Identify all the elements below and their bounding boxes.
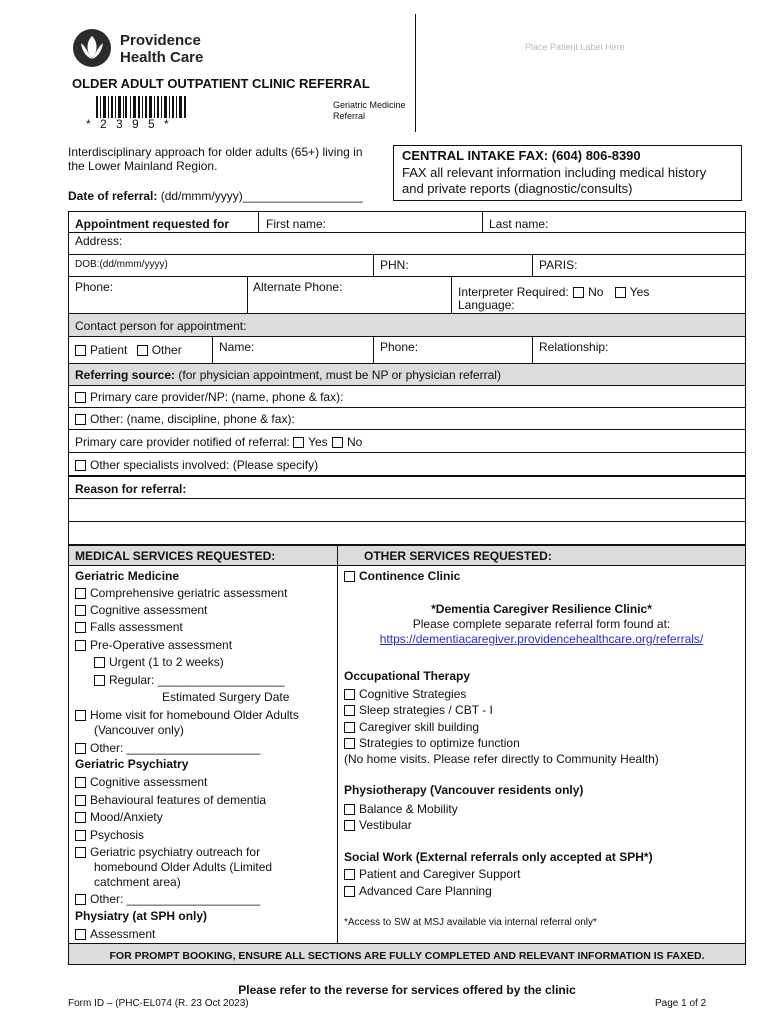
primary-care-label: Primary care provider/NP: (name, phone & fax): [90,390,344,404]
ot-caregiver-label: Caregiver skill building [359,720,480,734]
psych-cognitive-label: Cognitive assessment [90,775,208,789]
home-visit-option [75,708,299,722]
other1-option [75,741,260,755]
home-visit-label-line2: (Vancouver only) [94,723,184,737]
cognitive-checkbox[interactable] [75,605,86,616]
referral-type-line2: Referral [333,111,366,121]
preop-checkbox[interactable] [75,640,86,651]
provider-notified-label: Primary care provider notified of referral: [75,435,290,449]
mood-checkbox[interactable] [75,812,86,823]
physiatry-assessment-option [75,927,155,941]
medical-services-header: MEDICAL SERVICES REQUESTED: [75,549,276,563]
last-name-field[interactable]: Last name: [489,217,549,231]
footer-notice: FOR PROMPT BOOKING, ENSURE ALL SECTIONS ARE FULLY COMPLETED AND RELEVANT INFORMATION IS FAXED. [109,950,705,962]
ot-caregiver-option [344,720,479,734]
referring-source-header [75,368,501,382]
mood-option [75,810,163,824]
contact-name-field[interactable]: Name: [219,340,255,354]
other-specialists-checkbox[interactable] [75,460,86,471]
cognitive-label: Cognitive assessment [90,603,208,617]
contact-patient-option [75,343,182,357]
fax-line1: FAX all relevant information including medical history [402,165,707,180]
ot-cognitive-label: Cognitive Strategies [359,687,467,701]
other-specialists-option [75,458,318,472]
ot-cognitive-option [344,687,466,701]
contact-other-checkbox[interactable] [137,345,148,356]
date-of-referral-field[interactable] [68,189,363,203]
other2-label: Other: ____________________ [90,892,261,906]
continence-label: Continence Clinic [359,569,461,583]
provider-notified [75,435,362,449]
referral-type-line1: Geriatric Medicine [333,100,406,110]
home-visit-label: Home visit for homebound Older Adults [90,708,299,722]
date-format-hint: (dd/mmm/yyyy)__________________ [157,189,363,203]
physiatry-title: Physiatry (at SPH only) [75,909,208,923]
sw-support-checkbox[interactable] [344,869,355,880]
outreach-label-line3: catchment area) [94,875,181,889]
other2-option [75,892,260,906]
sw-planning-label: Advanced Care Planning [359,884,492,898]
contact-relationship-field[interactable]: Relationship: [539,340,609,354]
physiatry-assessment-label: Assessment [90,927,156,941]
paris-field[interactable]: PARIS: [539,258,578,272]
comprehensive-checkbox[interactable] [75,588,86,599]
regular-checkbox[interactable] [94,675,105,686]
ot-sleep-label: Sleep strategies / CBT - I [359,703,493,717]
contact-other-label: Other [151,343,182,357]
ot-sleep-option [344,703,493,717]
ot-function-label: Strategies to optimize function [359,736,520,750]
other-referrer-option [75,412,295,426]
address-field[interactable]: Address: [75,234,123,248]
referring-source-note: (for physician appointment, must be NP or physician referral) [175,368,501,382]
preop-option [75,638,232,652]
ot-cognitive-checkbox[interactable] [344,689,355,700]
urgent-checkbox[interactable] [94,657,105,668]
physio-title: Physiotherapy (Vancouver residents only) [344,783,584,797]
psych-cognitive-option [75,775,207,789]
physio-vestibular-label: Vestibular [359,818,412,832]
psychosis-option [75,828,144,842]
interpreter-no-label: No [588,285,604,299]
notified-no-label: No [347,435,363,449]
interpreter-yes-label: Yes [629,285,650,299]
org-name-line2: Health Care [120,49,204,66]
contact-phone-field[interactable]: Phone: [380,340,419,354]
intro-line1: Interdisciplinary approach for older adults (65+) living in [68,145,363,159]
referring-source-label: Referring source: [75,368,176,382]
header-divider [415,14,416,132]
other-specialists-label: Other specialists involved: (Please specify) [90,458,319,472]
contact-patient-checkbox[interactable] [75,345,86,356]
dementia-clinic-note: Please complete separate referral form found at: [412,617,671,631]
reason-line-1[interactable] [69,499,745,520]
contact-header: Contact person for appointment: [75,319,247,333]
primary-care-option [75,390,343,404]
appointment-requested-label: Appointment requested for [75,217,230,231]
barcode-number: * 2 3 9 5 * [86,117,172,131]
interpreter-label: Interpreter Required: [458,285,569,299]
sw-support-option [344,867,520,881]
ot-sleep-checkbox[interactable] [344,705,355,716]
physiatry-assessment-checkbox[interactable] [75,929,86,940]
psychosis-checkbox[interactable] [75,830,86,841]
outreach-label: Geriatric psychiatry outreach for [90,845,261,859]
physio-balance-checkbox[interactable] [344,804,355,815]
date-of-referral-label: Date of referral: [68,189,158,203]
falls-checkbox[interactable] [75,622,86,633]
social-work-title: Social Work (External referrals only accepted at SPH*) [344,850,653,864]
form-id: Form ID – (PHC-EL074 (R. 23 Oct 2023) [68,998,249,1009]
primary-care-checkbox[interactable] [75,392,86,403]
other2-checkbox[interactable] [75,894,86,905]
behavioural-label: Behavioural features of dementia [90,793,267,807]
language-field[interactable]: Language: [458,298,515,312]
physio-balance-option [344,802,458,816]
cognitive-option [75,603,207,617]
other1-label: Other: ____________________ [90,741,261,755]
psychosis-label: Psychosis [90,828,145,842]
dementia-clinic-title: *Dementia Caregiver Resilience Clinic* [431,602,652,616]
surgery-date-label: Estimated Surgery Date [162,690,290,704]
ot-function-option [344,736,520,750]
notified-no-checkbox[interactable] [332,437,343,448]
first-name-field[interactable]: First name: [266,217,327,231]
geriatric-medicine-title: Geriatric Medicine [75,569,180,583]
services-divider [337,546,338,943]
dob-field[interactable]: DOB:(dd/mmm/yyyy) [75,259,168,270]
behavioural-checkbox[interactable] [75,795,86,806]
behavioural-option [75,793,266,807]
physio-vestibular-option [344,818,412,832]
outreach-label-line2: homebound Older Adults (Limited [94,860,273,874]
reverse-note: Please refer to the reverse for services offered by the clinic [238,983,576,997]
patient-label-placeholder: Place Patient Label Here [525,42,625,52]
other-referrer-label: Other: (name, discipline, phone & fax): [90,412,295,426]
org-name-line1: Providence [120,32,201,49]
mood-label: Mood/Anxiety [90,810,163,824]
phone-field[interactable]: Phone: [75,280,114,294]
sw-planning-checkbox[interactable] [344,886,355,897]
physio-balance-label: Balance & Mobility [359,802,458,816]
reason-for-referral-label: Reason for referral: [75,482,187,496]
sw-note: *Access to SW at MSJ available via internal referral only* [344,917,597,928]
dementia-clinic-link[interactable]: https://dementiacaregiver.providencehealthcare.org/referrals/ [379,632,704,646]
continence-checkbox[interactable] [344,571,355,582]
other1-checkbox[interactable] [75,743,86,754]
notified-yes-label: Yes [308,435,328,449]
regular-option [94,673,285,687]
urgent-option [94,655,224,669]
comprehensive-label: Comprehensive geriatric assessment [90,586,288,600]
falls-label: Falls assessment [90,620,183,634]
continence-option [344,569,460,583]
other-services-header: OTHER SERVICES REQUESTED: [364,549,552,563]
geriatric-psychiatry-title: Geriatric Psychiatry [75,757,189,771]
urgent-label: Urgent (1 to 2 weeks) [109,655,224,669]
phn-field[interactable]: PHN: [380,258,409,272]
reason-line-2[interactable] [69,522,745,543]
ot-note: (No home visits. Please refer directly to Community Health) [344,752,659,766]
dementia-clinic-link-wrap [340,632,743,646]
ot-caregiver-checkbox[interactable] [344,722,355,733]
psych-cognitive-checkbox[interactable] [75,777,86,788]
interpreter-required [458,285,649,299]
falls-option [75,620,183,634]
outreach-option [75,845,260,859]
sw-planning-option [344,884,492,898]
notified-yes-checkbox[interactable] [293,437,304,448]
alternate-phone-field[interactable]: Alternate Phone: [253,280,343,294]
intro-line2: the Lower Mainland Region. [68,159,218,173]
regular-label: Regular: ___________________ [109,673,285,687]
contact-patient-label: Patient [90,343,128,357]
outreach-checkbox[interactable] [75,847,86,858]
other-referrer-checkbox[interactable] [75,414,86,425]
physio-vestibular-checkbox[interactable] [344,820,355,831]
fax-title: CENTRAL INTAKE FAX: (604) 806-8390 [402,148,641,163]
comprehensive-option [75,586,287,600]
preop-label: Pre-Operative assessment [90,638,233,652]
interpreter-no-checkbox[interactable] [573,287,584,298]
logo [72,28,112,68]
ot-function-checkbox[interactable] [344,738,355,749]
page-number: Page 1 of 2 [655,998,707,1009]
barcode [96,96,188,118]
home-visit-checkbox[interactable] [75,710,86,721]
fax-line2: and private reports (diagnostic/consults) [402,181,633,196]
sw-support-label: Patient and Caregiver Support [359,867,521,881]
form-title: OLDER ADULT OUTPATIENT CLINIC REFERRAL [72,76,370,91]
interpreter-yes-checkbox[interactable] [615,287,626,298]
ot-title: Occupational Therapy [344,669,471,683]
